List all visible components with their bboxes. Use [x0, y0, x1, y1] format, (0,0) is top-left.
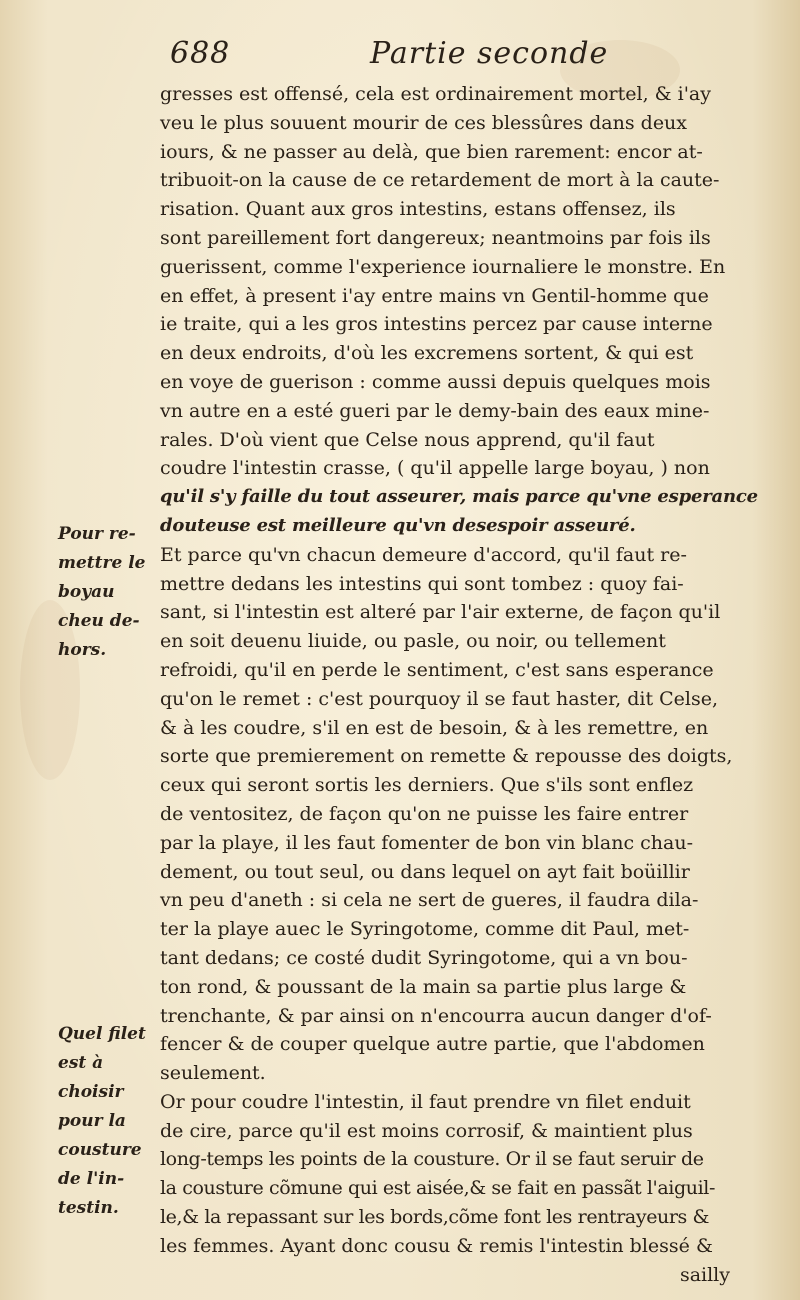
text-line: en voye de guerison : comme aussi depuis quelques mois	[160, 370, 711, 393]
text-line: Et parce qu'vn chacun demeure d'accord, qu'il faut re-	[160, 543, 687, 566]
text-line: vn peu d'aneth : si cela ne sert de gueres, il faudra dila-	[160, 889, 699, 912]
text-line: guerissent, comme l'experience iournaliere le monstre. En	[160, 255, 726, 278]
margin-note-line: Pour re-	[58, 524, 136, 544]
text-line: & à les coudre, s'il en est de besoin, & à les remettre, en	[160, 716, 709, 739]
text-line: veu le plus souuent mourir de ces blessûres dans deux	[160, 111, 688, 134]
margin-note-line: cousture	[58, 1140, 142, 1160]
text-line: gresses est offensé, cela est ordinairement mortel, & i'ay	[160, 83, 711, 105]
text-line: rales. D'où vient que Celse nous apprend, qu'il faut	[160, 428, 655, 451]
text-line: en soit deuenu liuide, ou pasle, ou noir, ou tellement	[160, 630, 666, 653]
text-line: long-temps les points de la cousture. Or il se faut seruir de	[160, 1148, 704, 1171]
text-line: la cousture cõmune qui est aisée,& se fait en passãt l'aiguil-	[160, 1177, 715, 1200]
text-line: sorte que premierement on remette & repousse des doigts,	[160, 745, 733, 768]
text-line: mettre dedans les intestins qui sont tombez : quoy fai-	[160, 572, 684, 595]
text-line: fencer & de couper quelque autre partie, que l'abdomen	[160, 1033, 705, 1056]
italic-quote-line: qu'il s'y faille du tout asseurer, mais parce qu'vne esperance	[160, 486, 758, 508]
text-line: ton rond, & poussant de la main sa partie plus large &	[160, 975, 687, 998]
text-line: par la playe, il les faut fomenter de bon vin blanc chau-	[160, 831, 693, 854]
margin-note-line: hors.	[58, 640, 107, 660]
margin-note	[58, 1020, 150, 1223]
running-title: Partie seconde	[370, 36, 609, 71]
text-line: ceux qui seront sortis les derniers. Que s'ils sont enflez	[160, 774, 694, 797]
margin-note-line: est à	[58, 1053, 104, 1073]
text-line: en effet, à present i'ay entre mains vn Gentil-homme que	[160, 284, 709, 307]
text-line: ie traite, qui a les gros intestins percez par cause interne	[160, 313, 713, 336]
margin-note	[58, 520, 150, 665]
text-line: qu'on le remet : c'est pourquoy il se faut haster, dit Celse,	[160, 687, 719, 710]
text-line: sant, si l'intestin est alteré par l'air externe, de façon qu'il	[160, 601, 721, 624]
catchword: sailly	[679, 1263, 730, 1286]
margin-note-line: pour la	[58, 1111, 126, 1131]
text-line: tribuoit-on la cause de ce retardement de mort à la caute-	[160, 169, 720, 192]
margin-note-line: de l'in-	[58, 1169, 125, 1189]
page-number: 688	[170, 36, 231, 71]
text-line: dement, ou tout seul, ou dans lequel on ayt fait boüillir	[160, 860, 690, 883]
text-line: iours, & ne passer au delà, que bien rarement: encor at-	[160, 140, 703, 163]
margin-note-line: testin.	[58, 1198, 119, 1218]
text-line: refroidi, qu'il en perde le sentiment, c'est sans esperance	[160, 658, 714, 681]
text-line: seulement.	[160, 1062, 266, 1085]
italic-quote-line: douteuse est meilleure qu'vn desespoir asseuré.	[160, 514, 636, 536]
text-line: vn autre en a esté gueri par le demy-bain des eaux mine-	[160, 399, 710, 422]
margin-note-line: cheu de-	[58, 611, 140, 631]
margin-note-line: boyau	[58, 582, 115, 602]
margin-note-line: mettre le	[58, 553, 146, 573]
text-line: ter la playe auec le Syringotome, comme dit Paul, met-	[160, 918, 690, 941]
text-line: trenchante, & par ainsi on n'encourra aucun danger d'of-	[160, 1004, 712, 1027]
text-line: en deux endroits, d'où les excremens sortent, & qui est	[160, 342, 694, 365]
body-text	[160, 80, 758, 1289]
text-line: risation. Quant aux gros intestins, estans offensez, ils	[160, 198, 676, 221]
text-line: tant dedans; ce costé dudit Syringotome, qui a vn bou-	[160, 946, 688, 969]
text-line: coudre l'intestin crasse, ( qu'il appelle large boyau, ) non	[160, 457, 710, 480]
margin-note-line: choisir	[58, 1082, 124, 1102]
text-line: de cire, parce qu'il est moins corrosif, & maintient plus	[160, 1119, 693, 1142]
margin-note-line: Quel filet	[58, 1024, 146, 1044]
text-line: les femmes. Ayant donc cousu & remis l'intestin blessé &	[160, 1234, 713, 1257]
page-header	[170, 36, 610, 80]
text-line: sont pareillement fort dangereux; neantmoins par fois ils	[160, 226, 711, 249]
text-line: de ventositez, de façon qu'on ne puisse les faire entrer	[160, 802, 689, 825]
text-line: Or pour coudre l'intestin, il faut prendre vn filet enduit	[160, 1090, 691, 1113]
text-line: le,& la repassant sur les bords,cõme font les rentrayeurs &	[160, 1206, 710, 1229]
